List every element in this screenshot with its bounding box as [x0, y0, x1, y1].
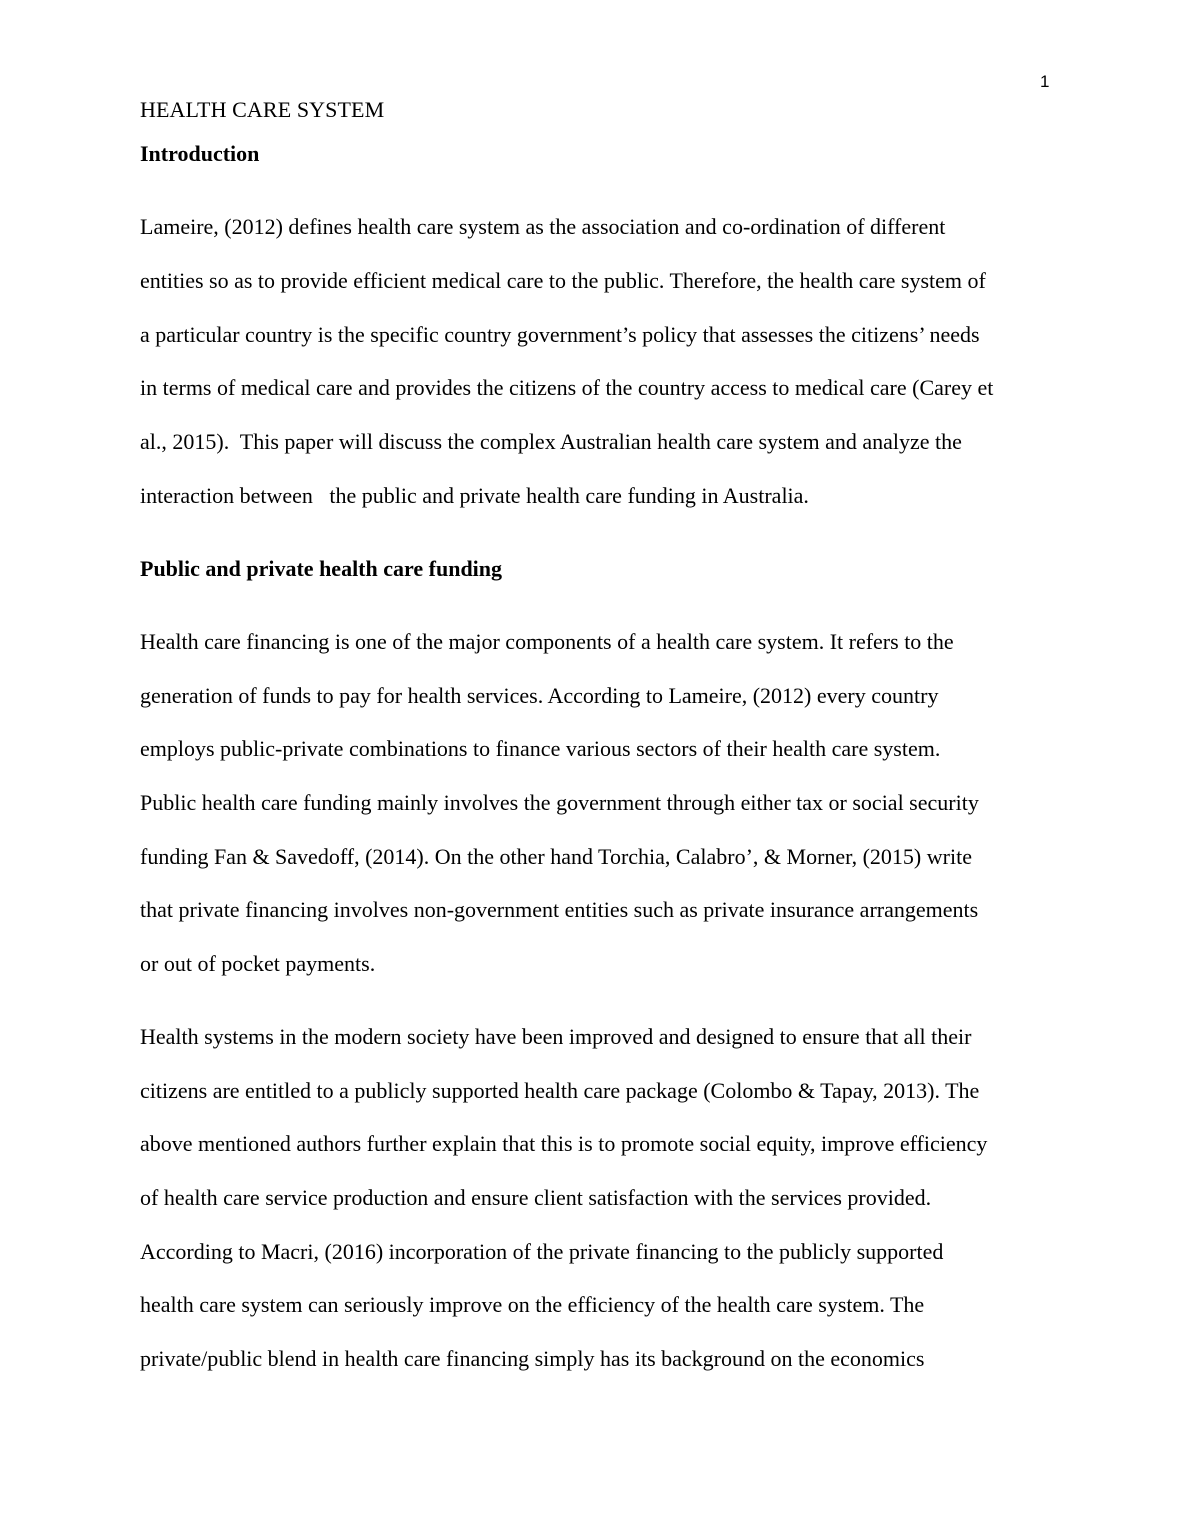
- text-line: Public health care funding mainly involves the government through either tax or social security: [140, 790, 979, 815]
- running-head: HEALTH CARE SYSTEM: [140, 97, 385, 122]
- text-line: that private financing involves non-government entities such as private insurance arrangements: [140, 897, 979, 922]
- text-line: Health care financing is one of the major components of a health care system. It refers to the: [140, 629, 954, 654]
- text-line: interaction between the public and private health care funding in Australia.: [140, 483, 809, 508]
- text-line: a particular country is the specific country government’s policy that assesses the citizens’ needs: [140, 322, 980, 347]
- text-line: or out of pocket payments.: [140, 951, 376, 976]
- text-line: al., 2015). This paper will discuss the complex Australian health care system and analyze the: [140, 429, 962, 454]
- text-line: health care system can seriously improve on the efficiency of the health care system. The: [140, 1292, 925, 1317]
- text-line: According to Macri, (2016) incorporation of the private financing to the publicly supported: [140, 1239, 944, 1264]
- page-number: 1: [1040, 72, 1050, 91]
- text-line: Health systems in the modern society have been improved and designed to ensure that all their: [140, 1024, 972, 1049]
- text-line: generation of funds to pay for health services. According to Lameire, (2012) every country: [140, 683, 939, 708]
- section-heading-introduction: Introduction: [140, 141, 260, 166]
- section-heading-funding: Public and private health care funding: [140, 556, 503, 581]
- text-line: entities so as to provide efficient medical care to the public. Therefore, the health care system of: [140, 268, 986, 293]
- text-line: above mentioned authors further explain that this is to promote social equity, improve efficiency: [140, 1131, 988, 1156]
- text-line: private/public blend in health care financing simply has its background on the economics: [140, 1346, 925, 1371]
- text-line: Lameire, (2012) defines health care system as the association and co-ordination of different: [140, 214, 946, 239]
- text-line: funding Fan & Savedoff, (2014). On the other hand Torchia, Calabro’, & Morner, (2015) write: [140, 844, 972, 869]
- text-line: in terms of medical care and provides the citizens of the country access to medical care (Carey et: [140, 375, 994, 400]
- text-line: of health care service production and ensure client satisfaction with the services provided.: [140, 1185, 932, 1210]
- text-line: citizens are entitled to a publicly supported health care package (Colombo & Tapay, 2013). The: [140, 1078, 980, 1103]
- text-line: employs public-private combinations to finance various sectors of their health care system.: [140, 736, 941, 761]
